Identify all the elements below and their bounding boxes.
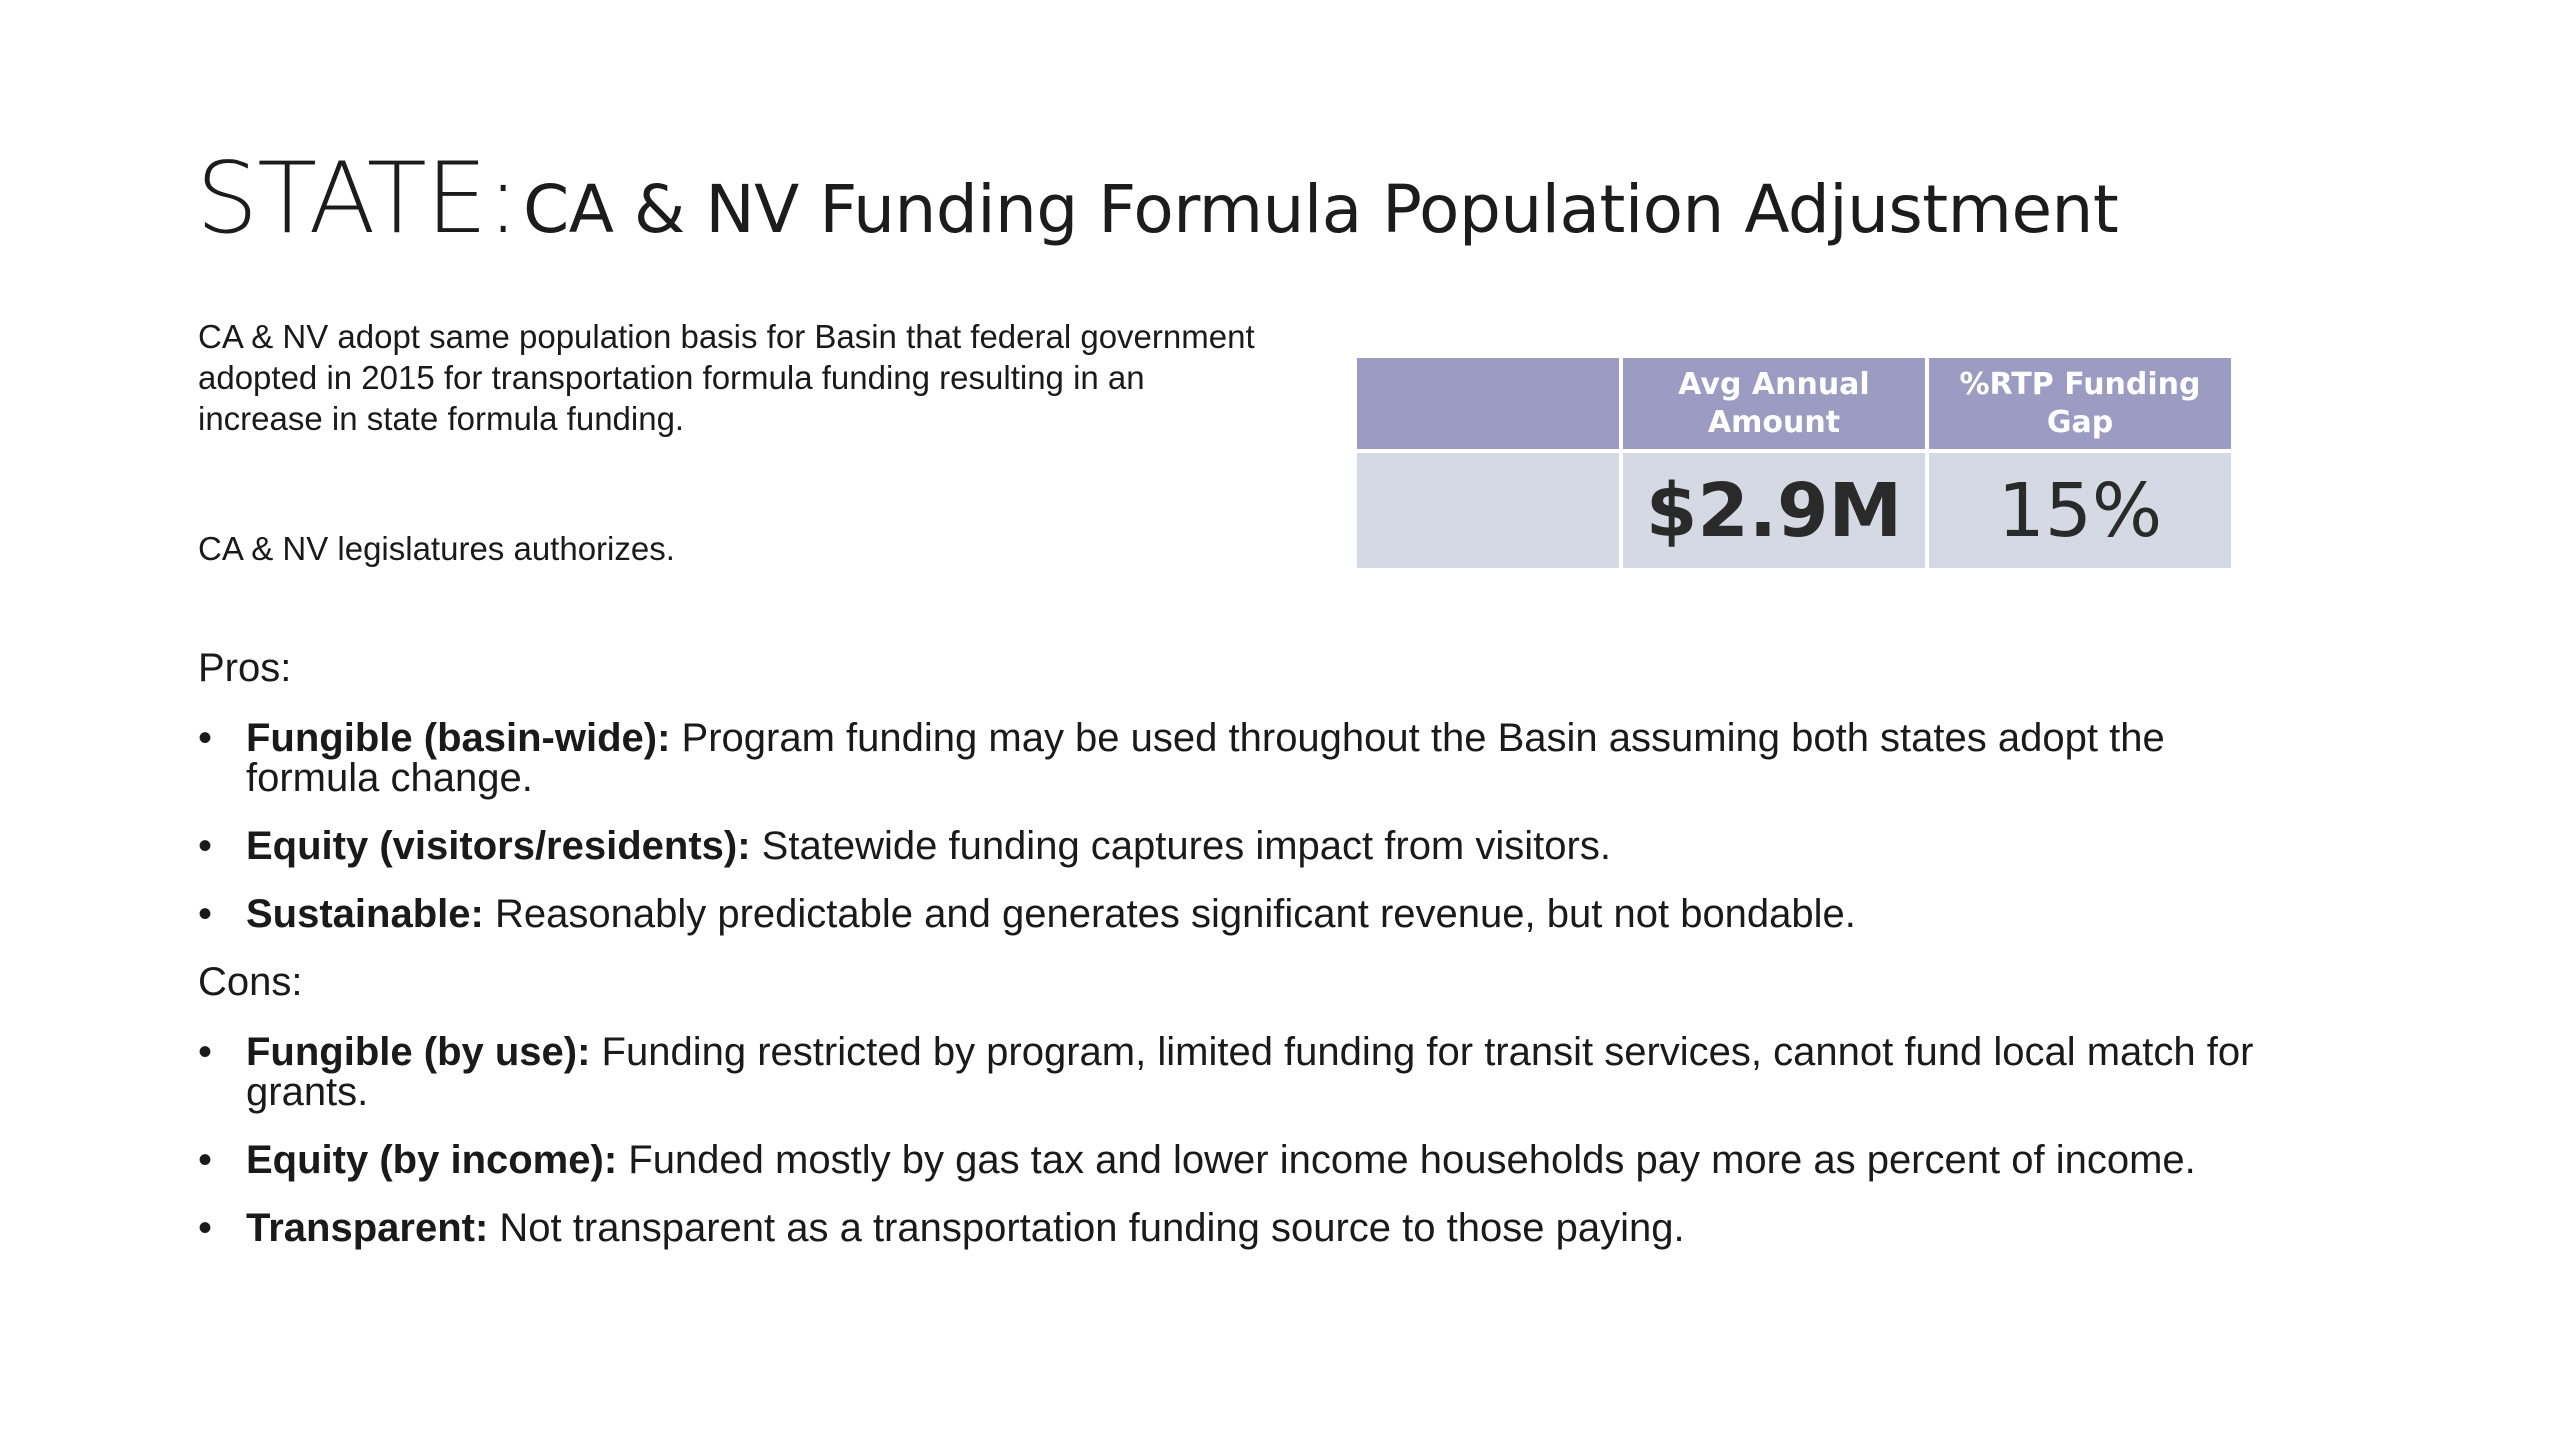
- bullet-icon: •: [198, 824, 213, 868]
- list-item: [196, 1032, 2276, 1112]
- table-cell-blank: [1357, 453, 1619, 568]
- bullet-icon: •: [198, 1206, 213, 1250]
- bullet-icon: •: [198, 1138, 213, 1182]
- table-cell-avg-annual-amount: $2.9M: [1623, 453, 1925, 568]
- bullet-term: Fungible (basin-wide):: [246, 716, 671, 760]
- intro-paragraph-2: CA & NV legislatures authorizes.: [198, 530, 675, 567]
- list-item: [196, 826, 2276, 866]
- pros-label: Pros:: [198, 646, 292, 690]
- bullet-icon: •: [198, 716, 213, 760]
- bullet-text: Funded mostly by gas tax and lower income households pay more as percent of income.: [617, 1138, 2196, 1182]
- intro-text: [198, 316, 1258, 569]
- table-header-rtp-funding-gap: %RTP Funding Gap: [1929, 358, 2231, 449]
- list-item: [196, 894, 2276, 934]
- bullet-text: Program funding may be used throughout the Basin assuming both states adopt the formula change.: [246, 716, 2165, 800]
- list-item: [196, 1208, 2276, 1248]
- table-header-avg-annual-amount: Avg Annual Amount: [1623, 358, 1925, 449]
- table-row: [1357, 453, 2231, 568]
- bullet-term: Fungible (by use):: [246, 1030, 591, 1074]
- bullet-text: Not transparent as a transportation funding source to those paying.: [488, 1206, 1685, 1250]
- table-cell-rtp-funding-gap: 15%: [1929, 453, 2231, 568]
- title-main: STATE:: [196, 142, 519, 256]
- bullet-text: Reasonably predictable and generates significant revenue, but not bondable.: [483, 892, 1856, 936]
- list-item: [196, 718, 2276, 798]
- bullet-icon: •: [198, 1030, 213, 1074]
- slide-title: [196, 142, 2446, 256]
- list-item: [196, 1140, 2276, 1180]
- bullet-term: Sustainable:: [246, 892, 484, 936]
- bullet-text: Statewide funding captures impact from visitors.: [750, 824, 1611, 868]
- title-subtitle: CA & NV Funding Formula Population Adjustment: [523, 171, 2119, 248]
- intro-paragraph-1: CA & NV adopt same population basis for Basin that federal government adopted in 2015 for transportation formula funding resulting in an increase in state formula funding.: [198, 318, 1255, 437]
- funding-stats-table: [1353, 354, 2235, 572]
- bullet-icon: •: [198, 892, 213, 936]
- bullet-text: Funding restricted by program, limited funding for transit services, cannot fund local match for grants.: [246, 1030, 2254, 1114]
- bullet-term: Equity (by income):: [246, 1138, 618, 1182]
- table-header-row: [1357, 358, 2231, 449]
- bullet-term: Equity (visitors/residents):: [246, 824, 751, 868]
- table-header-cell-blank: [1357, 358, 1619, 449]
- pros-list: [196, 718, 2276, 962]
- cons-list: [196, 1032, 2276, 1276]
- cons-label: Cons:: [198, 960, 303, 1004]
- bullet-term: Transparent:: [246, 1206, 489, 1250]
